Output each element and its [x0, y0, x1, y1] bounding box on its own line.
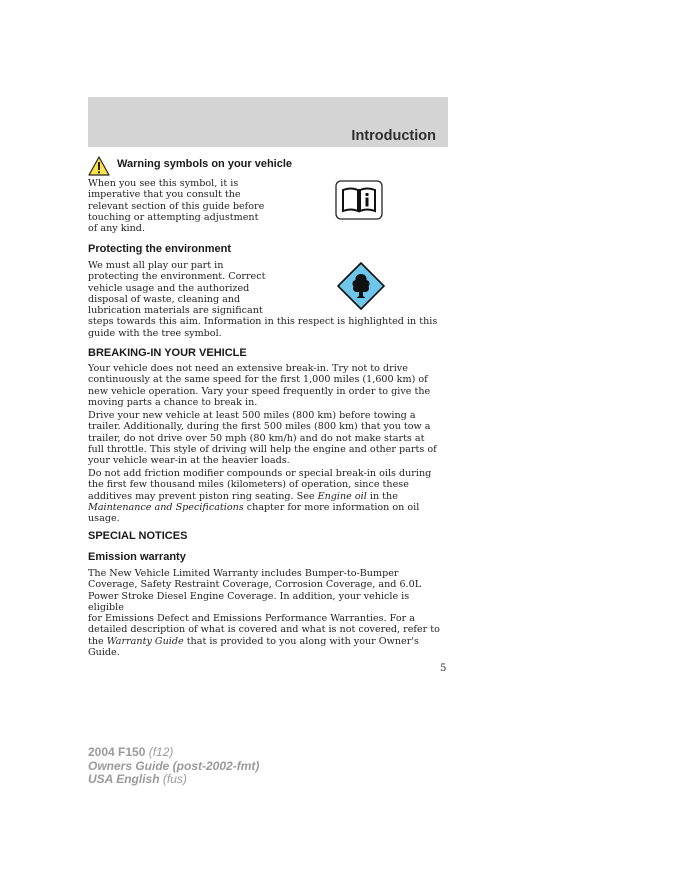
breakin-paragraph-3: [88, 468, 448, 524]
text-line: continuously at the same speed for the first 1,000 miles (1,600 km) of: [88, 374, 428, 386]
warning-heading: Warning symbols on your vehicle: [117, 158, 293, 170]
text-line: Guide.: [88, 647, 120, 659]
engine-oil-reference: Engine oil: [317, 490, 367, 502]
text-line: Power Stroke Diesel Engine Coverage. In addition, your vehicle is eligible: [88, 590, 410, 613]
text-line: relevant section of this guide before: [88, 200, 265, 212]
text-line: the first few thousand miles (kilometers) of operation, since these: [88, 479, 409, 491]
text-line: touching or attempting adjustment: [88, 211, 259, 223]
warning-triangle-icon: [88, 156, 110, 176]
document-footer: [88, 746, 259, 787]
emission-warranty-heading: Emission warranty: [88, 551, 186, 563]
text-line: for Emissions Defect and Emissions Performance Warranties. For a: [88, 613, 415, 625]
text-line: trailer. Additionally, during the first 500 miles (800 km) that you tow a: [88, 421, 431, 433]
footer-line: Owners Guide (post-2002-fmt): [88, 758, 260, 773]
text-line: Coverage, Safety Restraint Coverage, Corrosion Coverage, and 6.0L: [88, 579, 422, 591]
header-band: [88, 97, 448, 147]
owner-manual-icon: [335, 180, 383, 220]
text-line: your vehicle wear-in at the heavier loads.: [88, 455, 290, 467]
text-line: full throttle. This style of driving will help the engine and other parts of: [88, 443, 437, 455]
text-line: disposal of waste, cleaning and: [88, 293, 241, 305]
maintenance-chapter-reference: Maintenance and Specifications: [88, 501, 244, 513]
text-line: moving parts a chance to break in.: [88, 396, 258, 408]
text-line: The New Vehicle Limited Warranty includes Bumper-to-Bumper: [88, 568, 399, 579]
text-line: vehicle usage and the authorized: [88, 282, 250, 294]
footer-line: [88, 773, 259, 787]
text-segment: in the: [366, 490, 398, 502]
text-line: of any kind.: [88, 223, 145, 235]
text-line: imperative that you consult the: [88, 189, 241, 201]
text-line: Do not add friction modifier compounds or special break-in oils during: [88, 468, 432, 479]
footer-code: (fus): [159, 772, 187, 786]
text-line: protecting the environment. Correct: [88, 271, 266, 283]
text-line: guide with the tree symbol.: [88, 327, 222, 339]
text-line: When you see this symbol, it is: [88, 178, 239, 189]
text-line: We must all play our part in: [88, 260, 224, 271]
footer-language: USA English: [88, 772, 160, 786]
text-segment: the: [88, 635, 107, 647]
text-line: new vehicle operation. Vary your speed frequently in order to give the: [88, 385, 431, 397]
tree-environment-icon: [337, 262, 385, 310]
breakin-paragraph-1: [88, 363, 448, 408]
text-line: Drive your new vehicle at least 500 miles (800 km) before towing a: [88, 410, 416, 421]
text-line: steps towards this aim. Information in this respect is highlighted in this: [88, 316, 438, 328]
footer-line: [88, 746, 259, 760]
text-segment: additives may prevent piston ring seating. See: [88, 490, 318, 502]
special-notices-heading: SPECIAL NOTICES: [88, 530, 188, 542]
warranty-guide-reference: Warranty Guide: [106, 635, 184, 647]
breakin-heading: BREAKING-IN YOUR VEHICLE: [88, 347, 247, 359]
footer-model: 2004 F150: [88, 745, 146, 759]
text-line: [88, 502, 448, 513]
footer-code: (f12): [145, 745, 174, 759]
page-number: 5: [440, 663, 447, 674]
text-segment: chapter for more information on oil: [243, 501, 420, 513]
text-segment: that is provided to you along with your Owner's: [183, 635, 419, 647]
section-title: Introduction: [351, 128, 436, 144]
text-line: lubrication materials are significant: [88, 305, 263, 317]
text-line: usage.: [88, 513, 120, 525]
breakin-paragraph-2: [88, 410, 448, 466]
text-line: [88, 636, 448, 647]
text-line: [88, 491, 448, 502]
text-line: detailed description of what is covered and what is not covered, refer to: [88, 624, 440, 636]
environment-text: [88, 260, 448, 339]
text-line: Your vehicle does not need an extensive break-in. Try not to drive: [88, 363, 408, 374]
text-line: trailer, do not drive over 50 mph (80 km/h) and do not make starts at: [88, 432, 425, 444]
environment-heading: Protecting the environment: [88, 243, 232, 255]
warning-text: [88, 178, 274, 234]
emission-warranty-paragraph: [88, 568, 448, 658]
